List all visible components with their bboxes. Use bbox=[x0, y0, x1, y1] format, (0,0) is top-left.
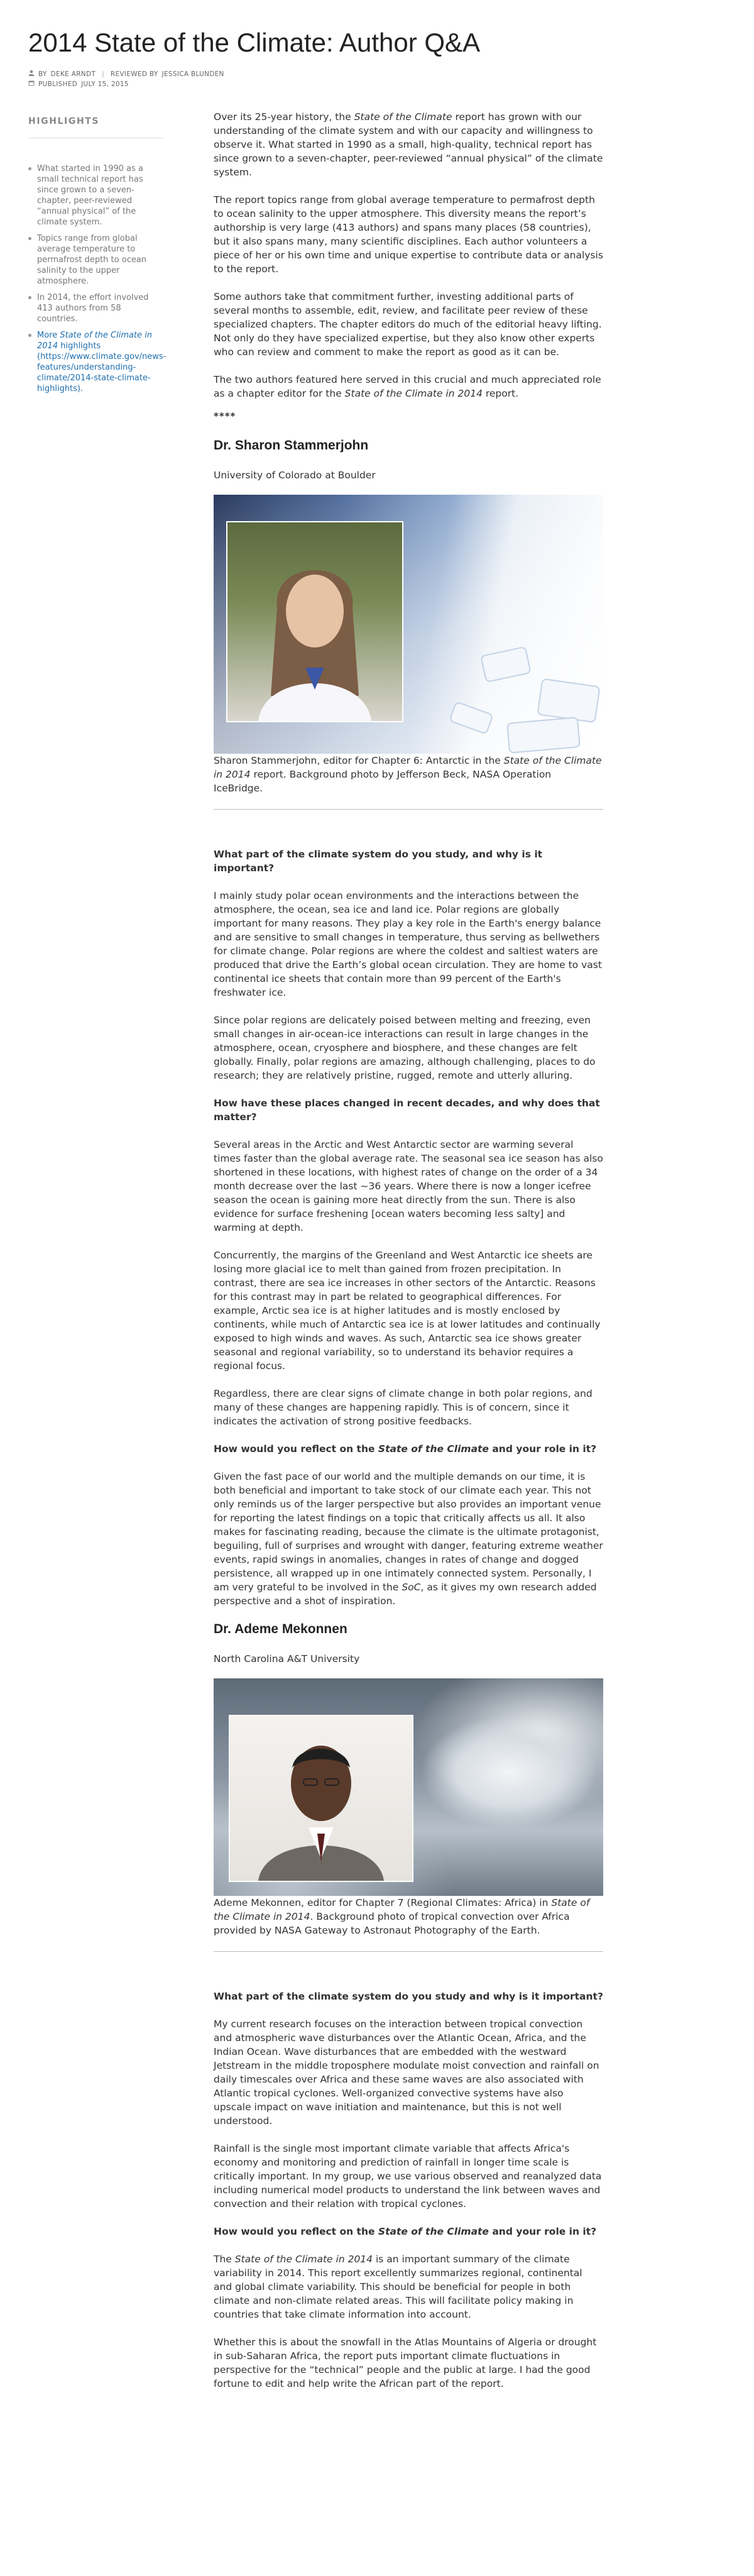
highlights-heading: HIGHLIGHTS bbox=[28, 116, 100, 126]
intro-paragraph: The two authors featured here served in this crucial and much appreciated role as a chapter editor for the State of the Climate in 2014 report. bbox=[214, 374, 601, 399]
reviewer-name[interactable]: JESSICA BLUNDEN bbox=[161, 70, 224, 78]
interview-answer: Several areas in the Arctic and West Antarctic sector are warming several times faster than the global average rate. The seasonal sea ice season has also shortened in these locations, with highest rates of change on the order of a 34 month decrease over the last ~36 years. Where there is now a longer icefree season the ocean is gaining more heat directly from the sun. There is also evidence for surface freshening [ocean waters becoming less salty] and warming at depth. bbox=[214, 1139, 603, 1233]
highlight-item: What started in 1990 as a small technical report has since grown to a seven-chapter, peer-reviewed “annual physical” of the climate system. bbox=[28, 163, 163, 228]
interview-answer: My current research focuses on the interaction between tropical convection and atmospheric wave disturbances over the Atlantic Ocean, Africa, and the Indian Ocean. Wave disturbances that are embedded with the westward Jetstream in the middle troposphere modulate moist convection and rainfall on daily timescales over Africa and these same waves are also associated with Atlantic tropical cyclones. Well-organized convective systems have also upscale impact on wave initiation and maintenance, but this is not well understood. bbox=[214, 2018, 599, 2127]
author-portrait bbox=[229, 1715, 413, 1882]
author-name-heading: Dr. Ademe Mekonnen bbox=[214, 1622, 347, 1636]
antarctic-background-photo bbox=[214, 495, 603, 754]
calendar-icon bbox=[28, 79, 35, 89]
section-separator: **** bbox=[214, 410, 236, 422]
page-title: 2014 State of the Climate: Author Q&A bbox=[28, 28, 481, 57]
caption-divider bbox=[214, 1951, 603, 1952]
interview-question: What part of the climate system do you study, and why is it important? bbox=[214, 849, 543, 874]
interview-question: How have these places changed in recent decades, and why does that matter? bbox=[214, 1098, 600, 1123]
article-meta bbox=[28, 69, 726, 89]
interview-answer: Given the fast pace of our world and the multiple demands on our time, it is both beneficial and important to take stock of our climate each year. This not only reminds us of the larger perspective but also provides an important venue for reporting the latest findings on a topic that critically affects us all. It also makes for fascinating reading, because the climate is the ultimate protagonist, beguiling, full of surprises and wrought with danger, featuring extreme weather events, rapid swings in anomalies, changes in rates of change and dogged persistence, all wrapped up in one intimately connected system. Personally, I am very grateful to be involved in the SoC, as it gives my own research added perspective and a shot of inspiration. bbox=[214, 1471, 603, 1607]
portrait-silhouette bbox=[246, 532, 384, 721]
byline-row bbox=[28, 69, 726, 79]
interview-question: How would you reflect on the State of the Climate and your role in it? bbox=[214, 1443, 597, 1455]
highlight-item: In 2014, the effort involved 413 authors from 58 countries. bbox=[28, 292, 163, 324]
highlights-sidebar bbox=[28, 116, 179, 400]
published-row bbox=[28, 79, 726, 89]
published-label: PUBLISHED bbox=[38, 80, 78, 88]
user-icon bbox=[28, 69, 35, 79]
interview-answer: Whether this is about the snowfall in the Atlas Mountains of Algeria or drought in sub-Saharan Africa, the report puts important climate fluctuations in perspective for the “technical” people and the public at large. I had the good fortune to edit and help write the African part of the report. bbox=[214, 2337, 597, 2389]
interview-question: How would you reflect on the State of the Climate and your role in it? bbox=[214, 2226, 597, 2237]
intro-paragraph: The report topics range from global average temperature to permafrost depth to ocean salinity to the upper atmosphere. This diversity means the report’s authorship is very large (413 authors) and spans many places (58 countries), but it also spans many, many scientific disciplines. Each author volunteers a piece of her or his own time and unique expertise to contribute data or analysis to the report. bbox=[214, 194, 603, 275]
reviewed-label: REVIEWED BY bbox=[110, 70, 158, 78]
article-header bbox=[28, 25, 726, 89]
interview-answer: The State of the Climate in 2014 is an important summary of the climate variability in 2014. This report excellently summarizes regional, continental and global climate variability. This should be beneficial for people in both climate and non-climate related areas. This will facilitate policy making in countries that take climate information into account. bbox=[214, 2254, 582, 2320]
author-affiliation: North Carolina A&T University bbox=[214, 1653, 360, 1665]
meta-separator: | bbox=[102, 70, 104, 78]
interview-answer: Since polar regions are delicately poised between melting and freezing, even small changes in air-ocean-ice interactions can result in large changes in the atmosphere, ocean, cryosphere and biosphere, and these changes are felt globally. Finally, polar regions are amazing, although challenging, places to do research; they are relatively pristine, rugged, remote and utterly alluring. bbox=[214, 1015, 596, 1081]
intro-paragraph: Over its 25-year history, the State of the Climate report has grown with our understanding of the climate system and with our capacity and willingness to observe it. What started in 1990 as a small, high-quality, technical report has since grown to a seven-chapter, peer-reviewed “annual physical” of the climate system. bbox=[214, 111, 603, 178]
interview-answer: Regardless, there are clear signs of climate change in both polar regions, and many of these changes are happening rapidly. This is of concern, since it indicates the activation of strong positive feedbacks. bbox=[214, 1388, 593, 1427]
interview-question: What part of the climate system do you study and why is it important? bbox=[214, 1991, 603, 2002]
highlights-list bbox=[28, 163, 167, 394]
figure-caption: Sharon Stammerjohn, editor for Chapter 6: Antarctic in the State of the Climate in 2014 report. Background photo by Jefferson Beck, NASA Operation IceBridge. bbox=[214, 755, 602, 794]
author-figure bbox=[214, 495, 603, 795]
intro-paragraph: Some authors take that commitment further, investing additional parts of several months to assemble, edit, review, and facilitate peer review of these specialized chapters. The chapter editors do much of the editorial heavy lifting. Not only do they have specialized expertise, but they also know other experts who can review and comment to make the report as good as it can be. bbox=[214, 291, 602, 358]
author-figure bbox=[214, 1678, 603, 1937]
article-body bbox=[214, 110, 603, 2404]
interview-answer: I mainly study polar ocean environments and the interactions between the atmosphere, the ocean, sea ice and land ice. Polar regions are globally important for many reasons. They play a key role in the Earth's energy balance and are sensitive to small changes in temperature, thus serving as bellwethers for climate change. Polar regions are where the coldest and saltiest waters are produced that drive the Earth’s global ocean circulation. They are home to vast continental ice sheets that contain more than 99 percent of the Earth's freshwater ice. bbox=[214, 890, 602, 998]
published-date: JULY 15, 2015 bbox=[81, 80, 129, 88]
highlight-item: Topics range from global average temperature to permafrost depth to ocean salinity to the upper atmosphere. bbox=[28, 233, 163, 287]
highlights-link[interactable]: More State of the Climate in 2014 highlights (https://www.climate.gov/news-features/understanding-climate/2014-state-climate-highlights). bbox=[37, 331, 167, 394]
author-name-heading: Dr. Sharon Stammerjohn bbox=[214, 438, 369, 453]
figure-caption: Ademe Mekonnen, editor for Chapter 7 (Regional Climates: Africa) in State of the Climate in 2014. Background photo of tropical convection over Africa provided by NASA Gateway to Astronaut Photography of the Earth. bbox=[214, 1897, 590, 1936]
interview-answer: Concurrently, the margins of the Greenland and West Antarctic ice sheets are losing more glacial ice to melt than gained from frozen precipitation. In contrast, there are sea ice increases in other sectors of the Antarctic. Reasons for this contrast may in part be related to geographical differences. For example, Arctic sea ice is at higher latitudes and is mostly enclosed by continents, while much of Antarctic sea ice is at lower latitudes and continually exposed to high winds and waves. As such, Antarctic sea ice shows greater seasonal and regional variability, so to understand its behavior requires a regional focus. bbox=[214, 1250, 601, 1372]
highlight-item bbox=[28, 330, 167, 394]
caption-divider bbox=[214, 809, 603, 810]
interview-answer: Rainfall is the single most important climate variable that affects Africa's economy and monitoring and prediction of rainfall in longer time scale is critically important. In my group, we use various observed and reanalyzed data including numerical model products to understand the link between waves and convection and their relation with tropical cyclones. bbox=[214, 2143, 602, 2210]
ice-floe bbox=[508, 718, 579, 752]
convection-background-photo bbox=[214, 1678, 603, 1896]
author-portrait bbox=[226, 521, 403, 722]
portrait-silhouette bbox=[246, 1724, 396, 1881]
author-affiliation: University of Colorado at Boulder bbox=[214, 470, 376, 481]
author-name[interactable]: DEKE ARNDT bbox=[50, 70, 96, 78]
byline-label: BY bbox=[38, 70, 47, 78]
